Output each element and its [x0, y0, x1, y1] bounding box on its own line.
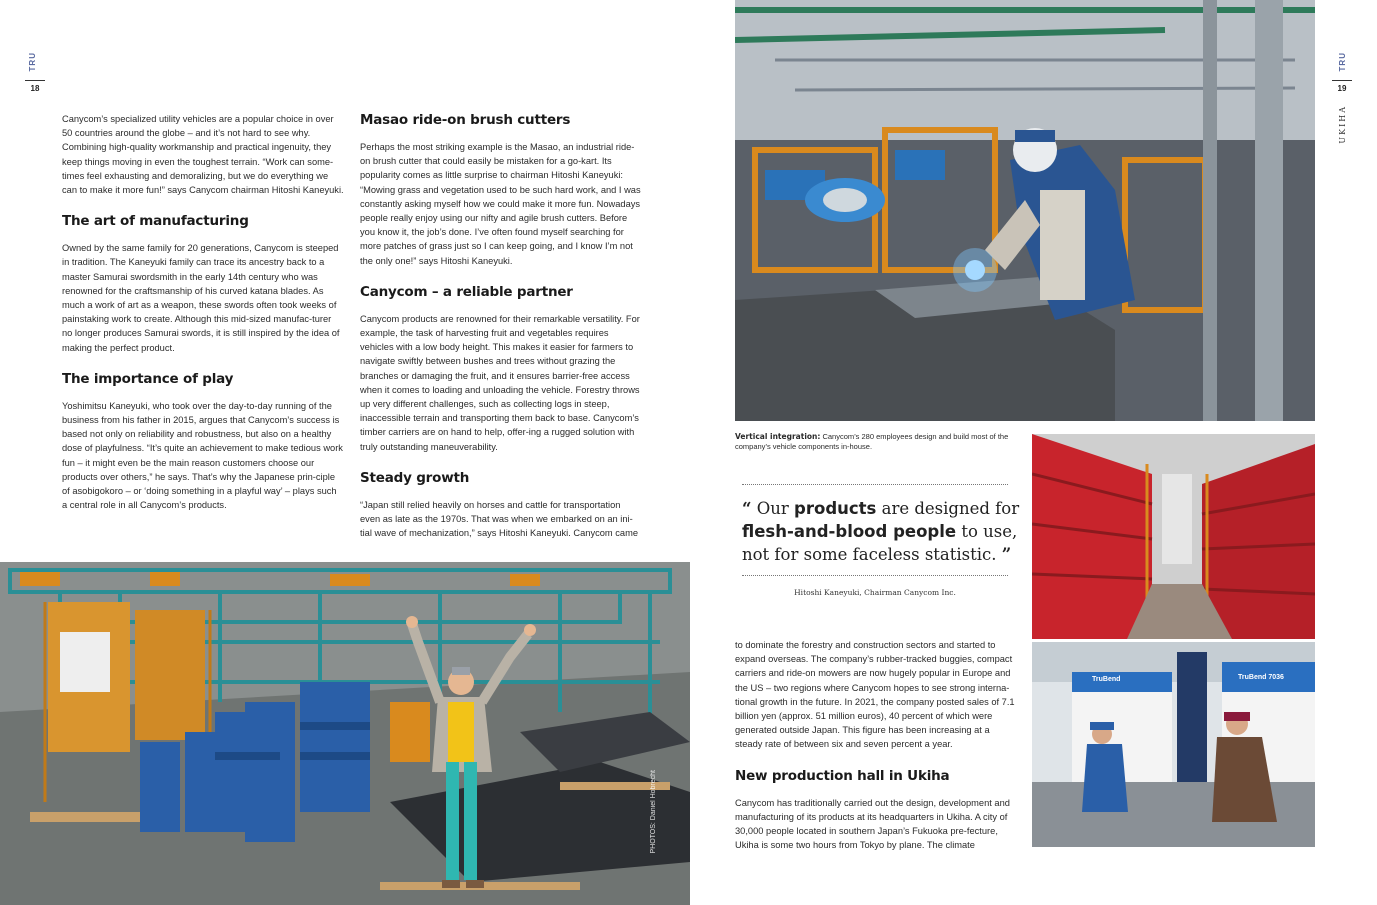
left-brand-logo: TRU — [28, 52, 37, 72]
photo-credit: PHOTOS: Daniel Hobrecht — [650, 770, 657, 854]
heading-masao-brush-cutters: Masao ride-on brush cutters — [360, 112, 571, 128]
paragraph-steady-growth: “Japan still relied heavily on horses and cattle for transportation even as late as the 1970s. That was when we embarked on an ini-tial wave of mechanization,” says Hitoshi Kaneyuki. Canycom came — [360, 499, 638, 539]
parts-rack-photo — [1032, 434, 1315, 639]
quote-line-1: “ Our products are designed for — [742, 499, 1020, 518]
intro-paragraph: Canycom’s specialized utility vehicles are a popular choice in over 50 countries around the globe – and it’s not hard to see why. Combining high-quality workmanship and practical ingenuity, they keep things moving in even the toughest terrain. “Work can some-times feel exhausting and demoralizing, but we do everything we can to make it more fun!” says Canycom chairman Hitoshi Kaneyuki. — [62, 114, 344, 196]
caption-title: Vertical integration: — [735, 432, 821, 441]
paragraph-production-hall: Canycom has traditionally carried out the design, development and manufacturing of its products at its headquarters in Ukiha. A city of 30,000 people located in southern Japan’s Fukuoka pre-fecture, Ukiha is some two hours from Tokyo by plane. The climate — [735, 797, 1010, 851]
section-label: UKIHA — [1338, 105, 1347, 144]
paragraph-importance-of-play: Yoshimitsu Kaneyuki, who took over the day-to-day running of the business from his father in 2015, argues that Canycom’s success is based not only on reliability and robustness, but also on a healthy dose of playfulness. “It’s quite an achievement to make tedious work fun – it might even be the main reason customers choose our products over others,” he says. That’s why the Japanese prin-ciple of asobigokoro – or ‘doing something in a playful way’ – plays such a central role in all Canycom’s products. — [62, 400, 343, 511]
heading-importance-of-play: The importance of play — [62, 370, 234, 387]
right-column — [735, 638, 1019, 852]
quote-line-3: not for some faceless statistic. ” — [742, 545, 1012, 564]
machine-label-2: TruBend 7036 — [1238, 674, 1284, 681]
left-margin-rule — [25, 80, 45, 81]
trubend-operators-photo — [1032, 642, 1315, 847]
paragraph-reliable-partner: Canycom products are renowned for their remarkable versatility. For example, the task of harvesting fruit and vegetables requires vehicles with a low body height. This makes it easier for farmers to navigate swiftly between bushes and trees without grazing the branches or damaging the fruit, and it ensures barrier-free access when it comes to loading and unloading the vehicle. Forestry throws up very different challenges, such as collecting logs in steep, inaccessible terrain and transporting them back to base. Canycom’s timber carriers are on hand to help, offer-ing a rugged solution with truly outstanding maneuverability. — [360, 313, 640, 452]
left-column-2 — [360, 112, 642, 540]
left-column-1 — [62, 112, 344, 512]
chairman-factory-photo — [0, 562, 690, 905]
paragraph-art-of-manufacturing: Owned by the same family for 20 generations, Canycom is steeped in tradition. The Kaneyuki family can trace its ancestry back to a master Samurai swordsmith in the early 14th century who was renowned for the craftsmanship of his curved katana blades. As much a work of art as a weapon, these swords often took weeks of painstaking work to create. Although this mid-sized manufac-turer no longer produces Samurai swords, it is still inspired by the idea of making the perfect product. — [62, 243, 340, 353]
right-brand-logo: TRU — [1338, 52, 1347, 72]
heading-steady-growth: Steady growth — [360, 469, 470, 486]
heading-art-of-manufacturing: The art of manufacturing — [62, 213, 249, 230]
right-page-number: 19 — [1337, 84, 1347, 93]
quote-attribution: Hitoshi Kaneyuki, Chairman Canycom Inc. — [794, 588, 956, 597]
right-margin-rule — [1332, 80, 1352, 81]
welder-photo — [735, 0, 1315, 421]
left-page-number: 18 — [30, 84, 40, 93]
paragraph-expansion: to dominate the forestry and construction sectors and started to expand overseas. The company’s rubber-tracked buggies, compact carriers and ride-on mowers are now hugely popular in Europe and the US – two regions where Canycom hopes to see strong interna-tional growth in the future. In 2021, the company posted sales of 7.1 billion yen (approx. 51 million euros), 40 percent of which were generated outside Japan. This figure has been increasing at a steady rate of between six and seven percent a year. — [735, 640, 1015, 750]
caption-text: Canycom’s 280 employees design and build most of the company’s vehicle components in-house. — [735, 432, 1009, 451]
heading-reliable-partner: Canycom – a reliable partner — [360, 283, 573, 300]
pull-quote — [742, 484, 1020, 576]
quote-line-2: flesh-and-blood people to use, — [742, 522, 1018, 541]
paragraph-masao: Perhaps the most striking example is the Masao, an industrial ride-on brush cutter that could easily be mistaken for a go-kart. Its popularity comes as little surprise to chairman Hitoshi Kaneyuki: “Mowing grass and vegetation used to be such hard work, and I was constantly asking myself how we could make it more fun. Nowadays people really enjoy using our nifty and agile brush cutters. Before you know it, the job’s done. I’ve often found myself searching for more patches of grass just so I can keep going, and I know I’m not the only one!” says Hitoshi Kaneyuki. — [360, 142, 641, 266]
machine-label-1: TruBend — [1092, 676, 1121, 683]
heading-new-production-hall: New production hall in Ukiha — [735, 767, 950, 784]
photo-caption — [735, 432, 1015, 452]
